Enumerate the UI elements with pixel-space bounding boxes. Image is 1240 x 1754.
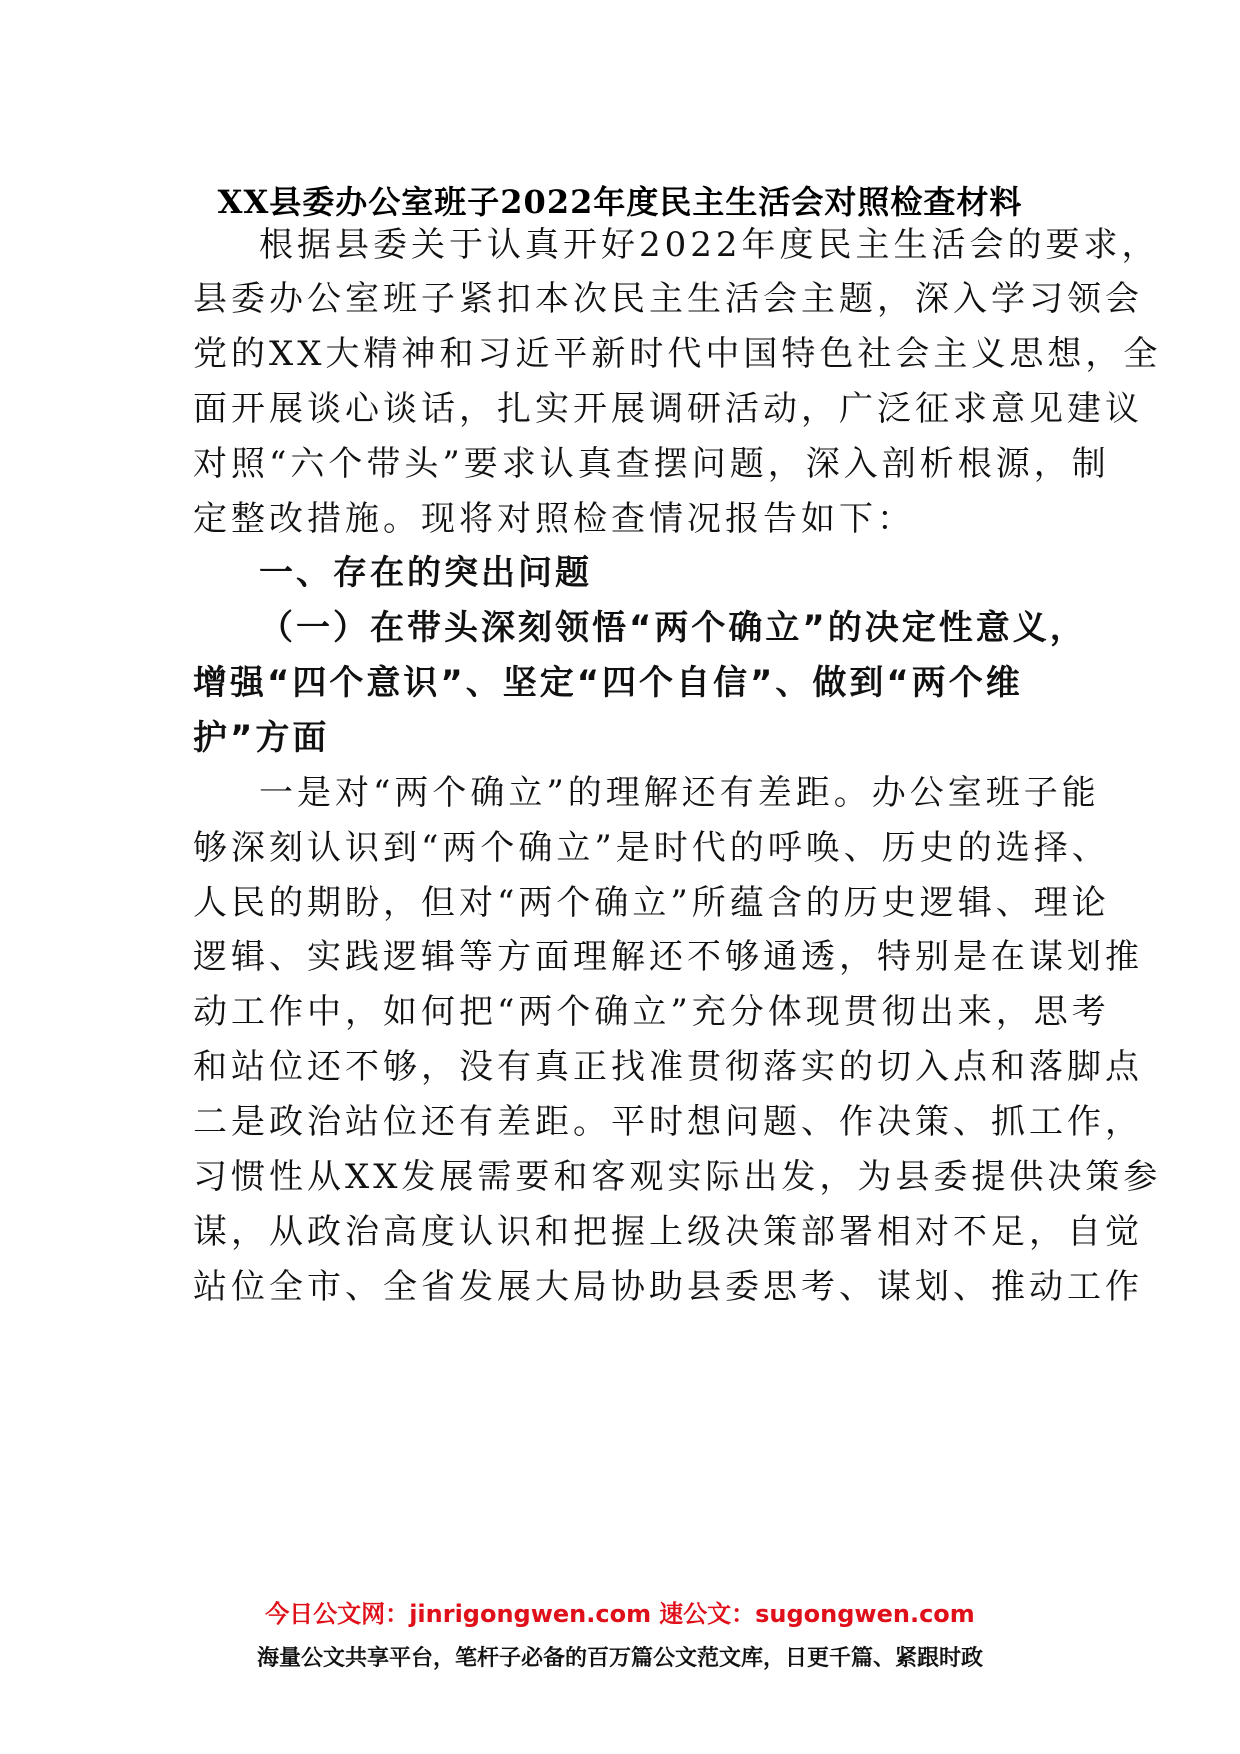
body-line: 党的XX大精神和习近平新时代中国特色社会主义思想，全	[193, 334, 1162, 374]
body-line: 二是政治站位还有差距。平时想问题、作决策、抓工作，	[193, 1102, 1143, 1142]
body-line: 一是对“两个确立”的理解还有差距。办公室班子能	[259, 773, 1100, 813]
body-line: 习惯性从XX发展需要和客观实际出发，为县委提供决策参	[193, 1157, 1162, 1197]
body-line: 动工作中，如何把“两个确立”充分体现贯彻出来，思考	[193, 992, 1110, 1032]
site1-link[interactable]: jinrigongwen.com	[409, 1600, 652, 1628]
section-heading: 一、存在的突出问题	[259, 553, 592, 593]
body-line: 谋，从政治高度认识和把握上级决策部署相对不足，自觉	[193, 1212, 1143, 1252]
body-line: 对照“六个带头”要求认真查摆问题，深入剖析根源，制	[193, 444, 1110, 484]
body-line: 逻辑、实践逻辑等方面理解还不够通透，特别是在谋划推	[193, 937, 1143, 977]
body-line: 人民的期盼，但对“两个确立”所蕴含的历史逻辑、理论	[193, 883, 1110, 923]
subsection-heading: 护”方面	[193, 718, 330, 758]
site2-label: 速公文：	[659, 1600, 756, 1628]
body-line: 县委办公室班子紧扣本次民主生活会主题，深入学习领会	[193, 279, 1143, 319]
subsection-heading: 增强“四个意识”、坚定“四个自信”、做到“两个维	[193, 663, 1023, 703]
footer-links	[150, 1596, 1090, 1632]
body-line: 站位全市、全省发展大局协助县委思考、谋划、推动工作	[193, 1267, 1143, 1307]
document-title: XX县委办公室班子2022年度民主生活会对照检查材料	[217, 183, 1023, 221]
site1-label: 今日公文网：	[265, 1600, 410, 1628]
body-line: 和站位还不够，没有真正找准贯彻落实的切入点和落脚点	[193, 1047, 1143, 1087]
body-line: 面开展谈心谈话，扎实开展调研活动，广泛征求意见建议	[193, 389, 1143, 429]
site2-link[interactable]: sugongwen.com	[755, 1600, 975, 1628]
footer-slogan: 海量公文共享平台，笔杆子必备的百万篇公文范文库，日更千篇、紧跟时政	[256, 1646, 983, 1671]
body-line: 根据县委关于认真开好2022年度民主生活会的要求，	[259, 225, 1160, 265]
body-line: 定整改措施。现将对照检查情况报告如下：	[193, 499, 915, 539]
subsection-heading: （一）在带头深刻领悟“两个确立”的决定性意义，	[259, 608, 1087, 648]
body-line: 够深刻认识到“两个确立”是时代的呼唤、历史的选择、	[193, 828, 1110, 868]
